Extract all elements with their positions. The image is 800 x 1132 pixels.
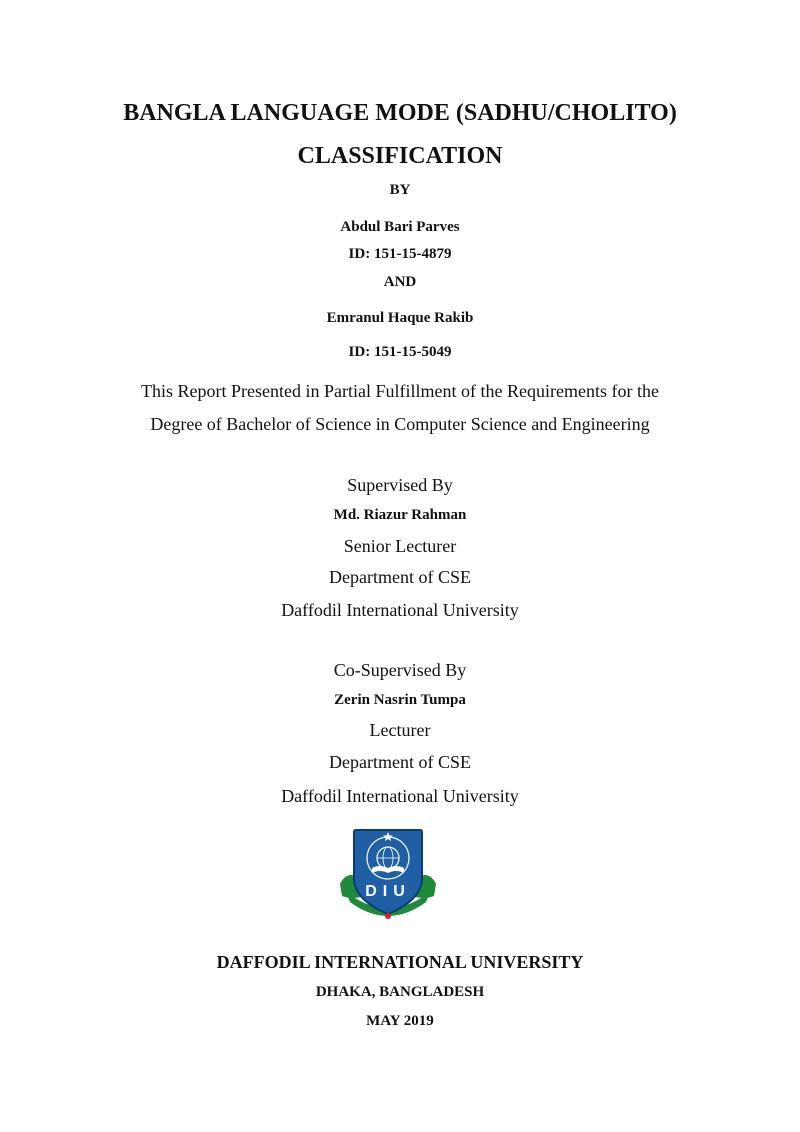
logo-text: DIU [365,883,411,900]
co-supervisor-department: Department of CSE [329,752,471,772]
institution-location: DHAKA, BANGLADESH [315,984,485,1000]
co-supervisor-position: Lecturer [369,720,431,740]
author1-name: Abdul Bari Parves [340,219,460,235]
title-line-2: CLASSIFICATION [297,143,503,169]
logo-accent-dot [385,913,391,919]
author2-id: ID: 151-15-5049 [348,344,452,360]
title-line-1: BANGLA LANGUAGE MODE (SADHU/CHOLITO) [123,100,677,126]
supervisor-label: Supervised By [347,475,453,495]
co-supervisor-label: Co-Supervised By [333,660,467,680]
university-logo [338,826,438,922]
author2-name: Emranul Haque Rakib [326,310,474,326]
and-label: AND [383,274,417,290]
statement-line-1: This Report Presented in Partial Fulfillment of the Requirements for the [141,381,659,401]
report-date: MAY 2019 [366,1013,434,1029]
co-supervisor-name: Zerin Nasrin Tumpa [334,692,466,708]
by-label: BY [389,182,411,198]
statement-line-2: Degree of Bachelor of Science in Computer Science and Engineering [150,414,650,434]
institution-name: DAFFODIL INTERNATIONAL UNIVERSITY [216,952,584,972]
supervisor-department: Department of CSE [329,567,471,587]
supervisor-position: Senior Lecturer [343,536,457,556]
author1-id: ID: 151-15-4879 [348,246,452,262]
co-supervisor-university: Daffodil International University [281,786,519,806]
supervisor-name: Md. Riazur Rahman [333,507,467,523]
supervisor-university: Daffodil International University [281,600,519,620]
